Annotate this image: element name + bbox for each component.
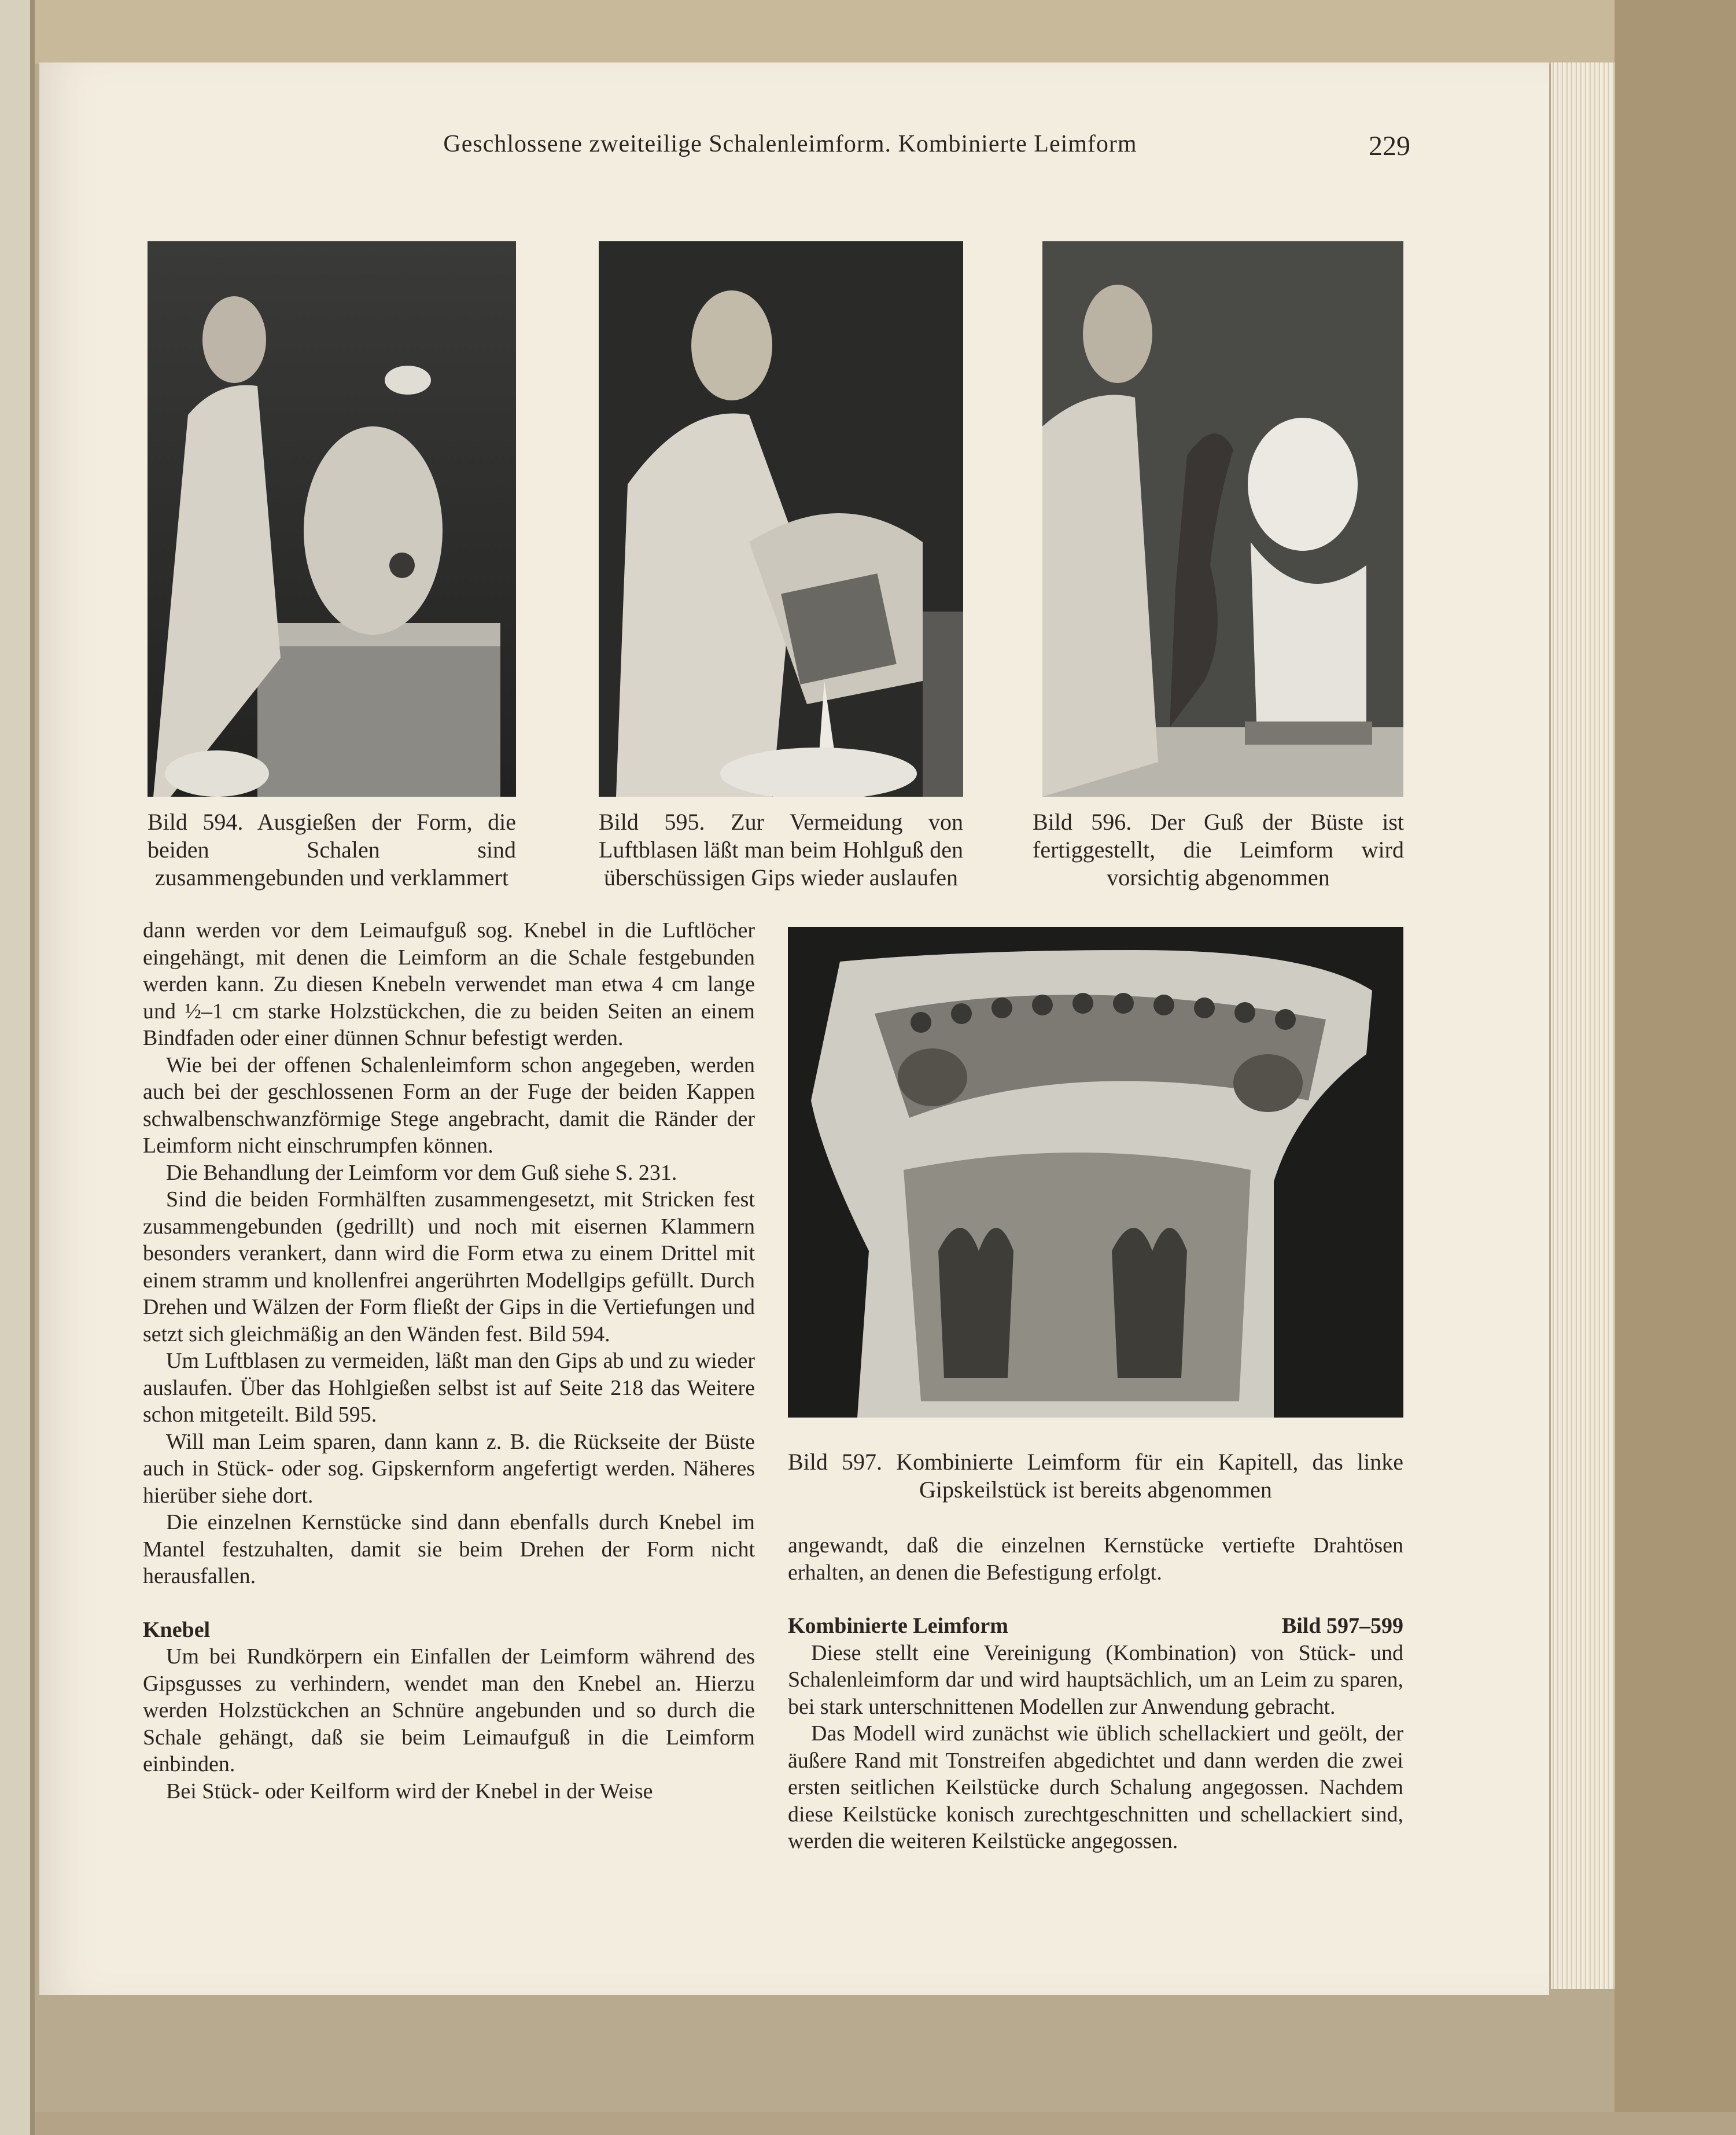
paragraph: Diese stellt eine Vereinigung (Kombination) von Stück- und Schalenleimform dar und wird hauptsächlich, um an Leim zu sparen, bei stark unterschnittenen Modellen zur Anwendung gebracht. xyxy=(788,1640,1403,1719)
book-cover-top xyxy=(35,0,1736,64)
section-title: Kombinierte Leimform xyxy=(788,1614,1008,1638)
paragraph: Wie bei der offenen Schalenleimform schon angegeben, werden auch bei der geschlossenen Form an der Fuge der beiden Kappen schwalbenschwanzförmige Stege angebracht, damit die Ränder der Leimform nicht einschrumpfen können. xyxy=(143,1052,755,1158)
paragraph: Will man Leim sparen, dann kann z. B. die Rückseite der Büste auch in Stück- oder sog. Gipskernform angefertigt werden. Näheres hierüber siehe dort. xyxy=(143,1429,755,1508)
book-cover-right xyxy=(1615,0,1736,2135)
page-stack-edge xyxy=(1551,62,1615,1989)
section-heading-kombinierte-leimform xyxy=(788,1613,1403,1640)
figure-caption-594: Bild 594. Ausgießen der Form, die beiden Schalen sind zusammengebunden und verklammert xyxy=(148,809,516,890)
photo-596 xyxy=(1042,241,1403,797)
figure-caption-597: Bild 597. Kombinierte Leimform für ein Kapitell, das linke Gipskeilstück ist bereits abgenommen xyxy=(788,1449,1403,1503)
paragraph: Sind die beiden Formhälften zusammengesetzt, mit Stricken fest zusammengebunden (gedrillt) und noch mit eisernen Klammern besonders verankert, dann wird die Form etwa zu einem Drittel mit einem stramm und knollenfrei angerührten Modellgips gefüllt. Durch Drehen und Wälzen der Form fließt der Gips in die Vertiefungen und setzt sich gleichmäßig an den Wänden fest. Bild 594. xyxy=(143,1187,755,1346)
paragraph: Um Luftblasen zu vermeiden, läßt man den Gips ab und zu wieder auslaufen. Über das Hohlgießen selbst ist auf Seite 218 das Weitere schon mitgeteilt. Bild 595. xyxy=(143,1349,755,1427)
photo-594 xyxy=(148,241,516,797)
book-cover-left xyxy=(0,0,35,2135)
paragraph: Die Behandlung der Leimform vor dem Guß siehe S. 231. xyxy=(166,1160,677,1185)
figure-caption-596: Bild 596. Der Guß der Büste ist fertiggestellt, die Leimform wird vorsichtig abgenommen xyxy=(1033,809,1404,890)
paragraph: Um bei Rundkörpern ein Einfallen der Leimform während des Gipsgusses zu verhindern, wendet man den Knebel an. Hierzu werden Holzstückchen an Schnüre angebunden und so durch die Schale gehängt, daß sie beim Leimaufguß in die Leimform einbinden. xyxy=(143,1644,755,1776)
paragraph: Bei Stück- oder Keilform wird der Knebel in der Weise xyxy=(166,1779,653,1803)
paragraph: Die einzelnen Kernstücke sind dann ebenfalls durch Knebel im Mantel festzuhalten, damit sie beim Drehen der Form nicht herausfallen. xyxy=(143,1510,755,1588)
left-text-column xyxy=(143,917,755,1805)
photo-597 xyxy=(788,927,1403,1418)
running-title: Geschlossene zweiteilige Schalenleimform. Kombinierte Leimform xyxy=(443,131,1137,157)
paragraph: dann werden vor dem Leimaufguß sog. Knebel in die Luftlöcher eingehängt, mit denen die Leimform an die Schale festgebunden werden kann. Zu diesen Knebeln verwendet man etwa 4 cm lange und ½–1 cm starke Holzstückchen, die zu beiden Seiten an einem Bindfaden oder einer dünnen Schnur befestigt werden. xyxy=(143,918,755,1050)
photo-595 xyxy=(599,241,963,797)
figure-caption-595: Bild 595. Zur Vermeidung von Luftblasen läßt man beim Hohlguß den überschüssigen Gips wieder auslaufen xyxy=(599,809,963,890)
section-figure-ref: Bild 597–599 xyxy=(1281,1614,1403,1638)
section-heading-knebel: Knebel xyxy=(143,1617,211,1642)
paragraph: Das Modell wird zunächst wie üblich schellackiert und geölt, der äußere Rand mit Tonstreifen abgedichtet und dann werden die zwei ersten seitlichen Keilstücke durch Schalung angegossen. Nachdem diese Keilstücke konisch zurechtgeschnitten und schellackiert sind, werden die weiteren Keilstücke angegossen. xyxy=(788,1721,1403,1853)
page-number: 229 xyxy=(1369,131,1410,161)
right-text-column xyxy=(788,1532,1403,1855)
book-cover-bottom xyxy=(35,2112,1736,2135)
paragraph: angewandt, daß die einzelnen Kernstücke vertiefte Drahtösen erhalten, an denen die Befestigung erfolgt. xyxy=(788,1533,1403,1585)
